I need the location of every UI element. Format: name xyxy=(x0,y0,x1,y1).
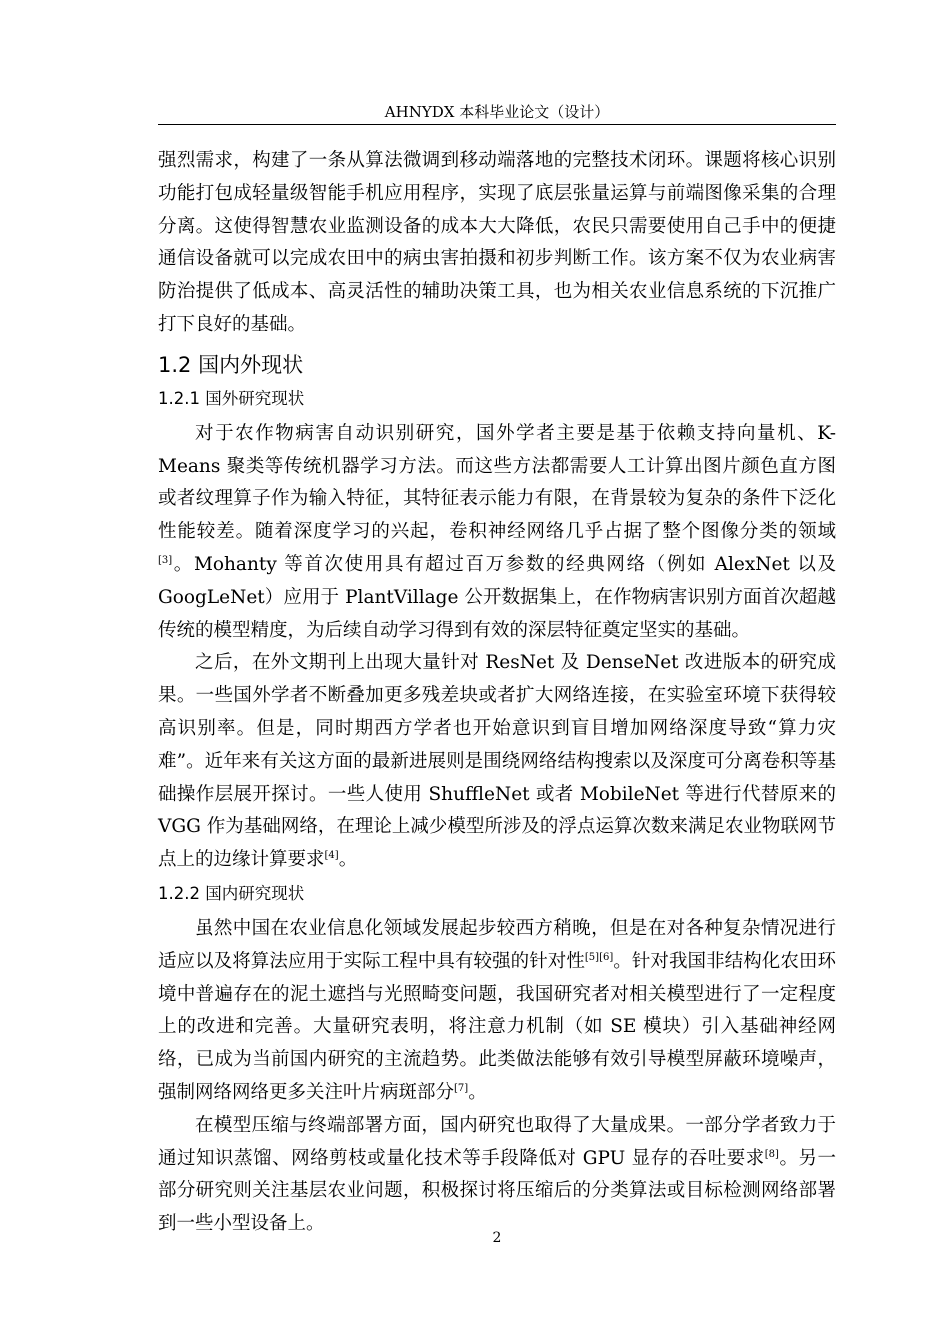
paragraph-text: 。 xyxy=(468,1081,487,1103)
citation-7[interactable]: [7] xyxy=(454,1082,469,1094)
paragraph-text: 在模型压缩与终端部署方面，国内研究也取得了大量成果。一部分学者致力于通过知识蒸馏、网络剪枝或量化技术等手段降低对 GPU 显存的吞吐要求 xyxy=(158,1114,836,1169)
paragraph-text: 对于农作物病害自动识别研究，国外学者主要是基于依赖支持向量机、K-Means 聚类等传统机器学习方法。而这些方法都需要人工计算出图片颜色直方图或者纹理算子作为输入特征，其特征表示能力有限，在背景较为复杂的条件下泛化性能较差。随着深度学习的兴起，卷积神经网络几乎占据了整个图像分类的领域 xyxy=(158,422,836,543)
paragraph-text: 虽然中国在农业信息化领域发展起步较西方稍晚，但是在对各种复杂情况进行适应以及将算法应用于实际工程中具有较强的针对性 xyxy=(158,917,836,972)
paragraph-text: 。 xyxy=(338,849,358,871)
paragraph-text: 。针对我国非结构化农田环境中普遍存在的泥土遮挡与光照畸变问题，我国研究者对相关模型进行了一定程度上的改进和完善。大量研究表明，将注意力机制（如 SE 模块）引入基础神经网络，已成为当前国内研究的主流趋势。此类做法能够有效引导模型屏蔽环境噪声，强制网络网络更多关注叶片病斑部分 xyxy=(158,950,836,1103)
paragraph-continued: 强烈需求，构建了一条从算法微调到移动端落地的完整技术闭环。课题将核心识别功能打包成轻量级智能手机应用程序，实现了底层张量运算与前端图像采集的合理分离。这使得智慧农业监测设备的成本大大降低，农民只需要使用自己手中的便捷通信设备就可以完成农田中的病虫害拍摄和初步判断工作。该方案不仅为农业病害防治提供了低成本、高灵活性的辅助决策工具，也为相关农业信息系统的下沉推广打下良好的基础。 xyxy=(158,150,836,335)
running-header: AHNYDX 本科毕业论文（设计） xyxy=(384,103,610,121)
citation-3[interactable]: [3] xyxy=(158,554,173,566)
paragraph-text: 。Mohanty 等首次使用具有超过百万参数的经典网络（例如 AlexNet 以及 GoogLeNet）应用于 PlantVillage 公开数据集上，在作物病害识别方面首次超越传统的模型精度，为后续自动学习得到有效的深层特征奠定坚实的基础。 xyxy=(158,553,836,641)
citation-8[interactable]: [8] xyxy=(764,1148,779,1160)
page-number: 2 xyxy=(492,1230,502,1246)
document-body xyxy=(158,145,836,1241)
paragraph-foreign-1 xyxy=(158,418,836,648)
paragraph-foreign-2 xyxy=(158,647,836,877)
citation-4[interactable]: [4] xyxy=(324,850,339,862)
paragraph-text: 。另一部分研究则关注基层农业问题，积极探讨将压缩后的分类算法或目标检测网络部署到一些小型设备上。 xyxy=(158,1147,836,1235)
citation-5-6[interactable]: [5][6] xyxy=(584,951,614,963)
subsection-heading-1-2-1: 1.2.1 国外研究现状 xyxy=(158,388,305,408)
header-rule xyxy=(158,124,836,125)
paragraph-text: 之后，在外文期刊上出现大量针对 ResNet 及 DenseNet 改进版本的研究成果。一些国外学者不断叠加更多残差块或者扩大网络连接，在实验室环境下获得较高识别率。但是，同时期西方学者也开始意识到盲目增加网络深度导致“算力灾难”。近年来有关这方面的最新进展则是围绕网络结构搜索以及深度可分离卷积等基础操作层展开探讨。一些人使用 ShuffleNet 或者 MobileNet 等进行代替原来的 VGG 作为基础网络，在理论上减少模型所涉及的浮点运算次数来满足农业物联网节点上的边缘计算要求 xyxy=(158,652,836,871)
paragraph-domestic-1 xyxy=(158,913,836,1110)
section-heading-1-2: 1.2 国内外现状 xyxy=(158,352,304,377)
subsection-heading-1-2-2: 1.2.2 国内研究现状 xyxy=(158,883,305,903)
paragraph-domestic-2 xyxy=(158,1110,836,1241)
